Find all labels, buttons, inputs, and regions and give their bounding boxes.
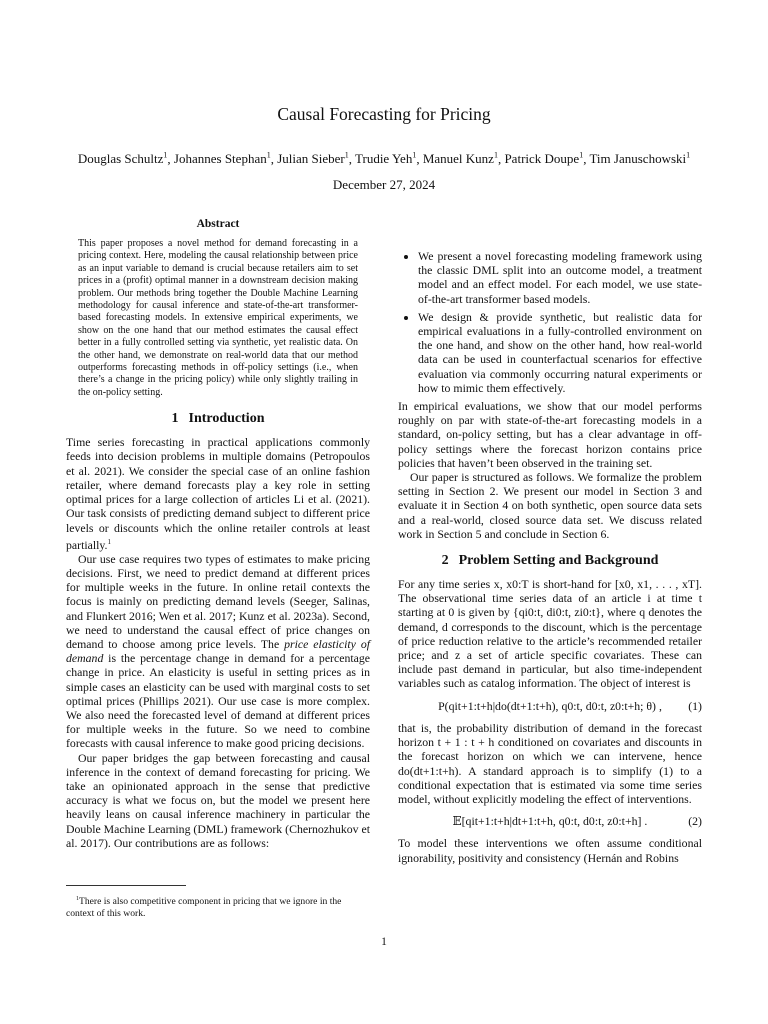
paper-title: Causal Forecasting for Pricing [277, 104, 491, 124]
abstract-heading: Abstract [196, 218, 240, 230]
abstract-text: This paper proposes a novel method for demand forecasting in a pricing context. Here, modeling the causal relationship between price as an input variable to demand is crucial because retailers aim to set prices in a (profit) optimal manner in a downstream decision making problem. Our methods bring together the Double Machine Learning methodology for causal inference and state-of-the-art transformer-based forecasting models. In extensive empirical experiments, we show on the one hand that our method estimates the causal effect better in a fully controlled setting via synthetic, yet realistic data. On the other hand, we demonstrate on real-world data that our method outperforms forecasting methods in off-policy settings (i.e., when there’s a change in the pricing policy) while only slightly trailing in the on-policy setting. [78, 238, 358, 398]
author: Tim Januschowski$^1$ [589, 151, 691, 167]
intro-paragraph-4: In empirical evaluations, we show that our model performs roughly on par with state-of-the-art forecasting models in a standard, on-policy setting, but has a clear advantage in off-policy settings where the forecast horizon contains price policies that haven’t been observed in the training set. [398, 399, 702, 470]
intro-paragraph-5: Our paper is structured as follows. We formalize the problem setting in Section 2. We present our model in Section 3 and evaluate it in Section 4 on both synthetic, open source data sets and a real-world, closed source data set. We discuss related work in Section 5 and conclude in Section 6. [398, 470, 702, 541]
author: Trudie Yeh$^1$ [355, 151, 417, 167]
intro-paragraph-1: Time series forecasting in practical applications commonly feeds into decision problems in multiple domains (Petropoulos et al. 2021). We consider the special case of an online fashion retailer, where demand forecasts play a key role in setting optimal prices for a large collection of articles Li et al. (2021). Our task consists of predicting demand subject to different price levels or discounts which the online retailer controls at least partially.$^1$ [66, 435, 370, 552]
section2-paragraph-1: For any time series x, x0:T is short-hand for [x0, x1, . . . , xT]. The observational time series data of an article i at time t starting at 0 is given by {qi0:t, di0:t, zi0:t}, where q denotes the demand, d corresponds to the discount, which is the percentage of price reduction relative to the article’s recommended retailer price; and z a set of article specific covariates. These can include past demand in particular, but also time-independent variables such as catalog information. The object of interest is [398, 577, 702, 691]
paper-date: December 27, 2024 [332, 177, 436, 192]
intro-paragraph-2: Our use case requires two types of estimates to make pricing decisions. First, we need to predict demand at different prices for multiple weeks in the future. In online retail contexts the focus is mainly on predicting demand levels (Seeger, Salinas, and Flunkert 2016; Wen et al. 2017; Kunz et al. 2023a). Second, we need to understand the causal effect of price changes on demand to choose among price levels. The price elasticity of demand is the percentage change in demand for a percentage change in price. An elasticity is useful in setting prices as in simple cases an elasticity can be used with marginal costs to set optimal prices (Phillips 2021). Our use case is more complex. We also need the forecasted level of demand at different prices for multiple weeks in the future. So we need to combine forecasts with causal inference to make good pricing decisions. [66, 551, 370, 751]
equation-1: P(qit+1:t+h|do(dt+1:t+h), q0:t, d0:t, z0:t+h; θ) , (1) [438, 698, 702, 713]
intro-paragraph-3: Our paper bridges the gap between forecasting and causal inference in the context of demand forecasting for pricing. We take an opinionated approach in the sense that predictive accuracy is what we focus on, but the model we present here heavily leans on causal inference machinery in particular the Double Machine Learning (DML) framework (Chernozhukov et al. 2017). Our contributions are as follows: [66, 750, 370, 850]
page-number: 1 [381, 936, 387, 948]
author: Douglas Schultz$^1$ [77, 151, 168, 167]
author: Johannes Stephan$^1$ [173, 151, 271, 167]
footnote: $^1$There is also competitive component in pricing that we ignore in the context of this work. [66, 896, 342, 919]
right-column [398, 245, 702, 865]
list-item: • We present a novel forecasting modeling framework using the classic DML split into an outcome model, a treatment model and an effect model. For each model, we use state-of-the-art transformer based models. [418, 249, 702, 306]
section-heading-problem-setting: 2 Problem Setting and Background [441, 553, 659, 569]
section2-paragraph-2: that is, the probability distribution of demand in the forecast horizon t + 1 : t + h conditioned on covariates and discounts in the forecast horizon on which we can intervene, hence do(dt+1:t+h). A standard approach is to simplify (1) to a conditional expectation that is estimated via some time series model, without explicitly modeling the effect of interventions. [398, 720, 702, 806]
equation-2: 𝔼[qit+1:t+h|dt+1:t+h, q0:t, d0:t, z0:t+h] . (2) [452, 814, 702, 829]
author: Julian Sieber$^1$ [277, 151, 349, 167]
list-item: • We design & provide synthetic, but realistic data for empirical evaluations in a fully-controlled environment on the one hand, and show on the other hand, how real-world data can be used in counterfactual scenarios for effective evaluation via commonly occurring natural experiments or how to mimic them effectively. [418, 310, 702, 395]
section2-paragraph-3: To model these interventions we often assume conditional ignorability, positivity and consistency (Hernán and Robins [398, 836, 702, 865]
author: Manuel Kunz$^1$ [422, 151, 498, 167]
equation-number: (2) [688, 814, 702, 829]
author-list: Douglas Schultz$^1$, Johannes Stephan$^1$, Julian Sieber$^1$, Trudie Yeh$^1$, Manuel Kunz$^1$, Patrick Doupe$^1$, Tim Januschowski$^1$ [77, 151, 691, 167]
author: Patrick Doupe$^1$ [504, 151, 584, 167]
footnote-mark[interactable]: 1 [107, 537, 111, 546]
section-heading-introduction: 1 Introduction [171, 411, 265, 427]
footnote-divider [66, 885, 186, 886]
equation-number: (1) [688, 698, 702, 713]
left-column [66, 218, 370, 850]
contribution-list [398, 249, 702, 395]
